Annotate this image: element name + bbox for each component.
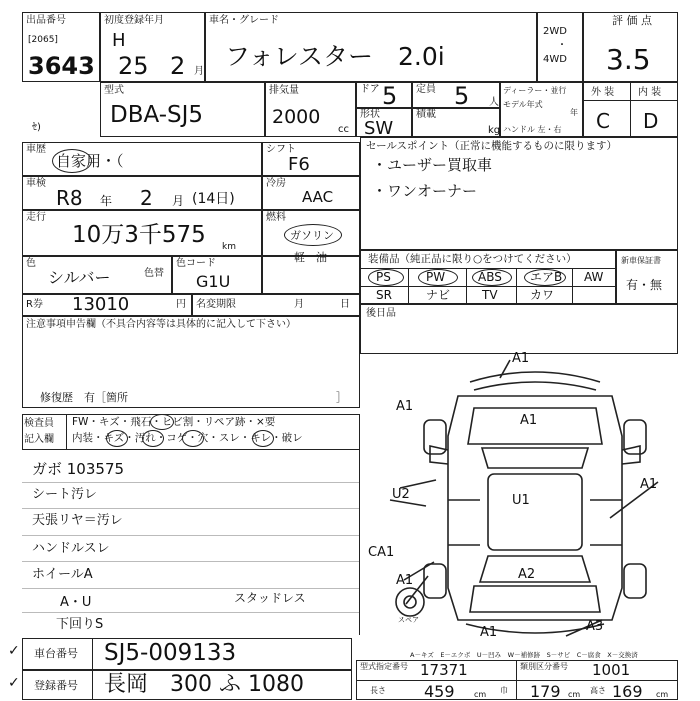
circle-airbag [524, 269, 566, 286]
equip-airbag: エアB [530, 270, 563, 284]
width-unit: cm [568, 690, 581, 699]
equip-tv: TV [482, 288, 498, 302]
dmg-a1-mirror-l: A1 [396, 399, 414, 414]
equip-navi: ナビ [426, 288, 451, 302]
sales-point-2: ・ワンオーナー [372, 182, 478, 200]
spare-label: スペア [398, 616, 419, 624]
shape-value: SW [364, 118, 394, 139]
height-label: 高さ [590, 686, 606, 695]
circle-ps [368, 269, 404, 286]
history-label: 車歴 [26, 144, 46, 155]
notes-right-border [359, 450, 360, 635]
shaken-month: 2 [140, 186, 153, 210]
warranty-label: 新車保証書 [621, 256, 661, 265]
spec-vline [516, 660, 517, 700]
inspect-label-2: 記入欄 [24, 434, 54, 445]
shaken-label: 車検 [26, 178, 46, 189]
repair-end: ］ [336, 391, 347, 404]
height-value: 169 [612, 682, 643, 701]
handle-label: ハンドル 左・右 [503, 125, 562, 134]
dmg-a1-rear: A1 [480, 625, 498, 640]
drive-2wd: 2WD [543, 26, 567, 37]
circle-pw [418, 269, 458, 286]
door-label: ドア [360, 84, 380, 95]
equip-leather: カワ [530, 288, 555, 302]
year-unit: 年 [570, 108, 578, 117]
dmg-a2: A2 [518, 567, 536, 582]
title-label: 名変期限 [196, 299, 236, 310]
drive-dot: ・ [557, 40, 567, 51]
note-line-3 [22, 535, 360, 536]
title-month: 月 [294, 299, 304, 310]
len-value: 459 [424, 682, 455, 701]
lot-number: 3643 [28, 52, 95, 80]
dmg-u2: U2 [392, 487, 410, 502]
equip-col-2 [466, 268, 467, 304]
km-value: 10万3千575 [72, 222, 206, 248]
recycle-value: 13010 [72, 294, 130, 315]
history-circle [52, 149, 92, 173]
note-line-4 [22, 561, 360, 562]
km-label: 走行 [26, 212, 46, 223]
inspect-label-1: 検査員 [24, 418, 54, 429]
inspect-note-4: ハンドルスレ [32, 541, 110, 556]
dmg-u1: U1 [512, 493, 530, 508]
studless-note: スタッドレス [234, 591, 306, 605]
note-line-1 [22, 482, 360, 483]
cap-label: 定員 [416, 84, 436, 95]
colorcode-label: 色コード [176, 258, 216, 269]
ext-int-divider [630, 82, 631, 137]
fuel-label: 燃料 [266, 212, 286, 223]
score-label: 評 価 点 [612, 14, 652, 27]
equip-pw: PW [426, 270, 446, 284]
history-value: 自家用・（ [56, 152, 124, 170]
type-label: 型式 [104, 85, 124, 96]
chassis-label: 車台番号 [34, 647, 78, 660]
inspect-note-2: シート汚レ [32, 487, 98, 502]
color-label: 色 [26, 258, 36, 269]
ext-label: 外 装 [591, 87, 615, 98]
colorcode-value: G1U [196, 272, 231, 291]
after-box [360, 304, 678, 354]
tick-2: ✓ [8, 675, 20, 691]
equip-abs: ABS [478, 270, 502, 284]
fuel-other: 軽 油 [294, 251, 327, 264]
equip-col-1 [408, 268, 409, 304]
cert-label: 型式指定番号 [360, 662, 408, 671]
note-line-6 [22, 612, 360, 613]
inspect-circle-4 [182, 430, 204, 447]
dmg-a1-front: A1 [512, 351, 530, 366]
inspect-row-1: FW・キズ・飛石・ヒビ割・リペア跡・×要 [72, 416, 276, 428]
score-value: 3.5 [606, 43, 651, 76]
chassis-value: SJ5-009133 [104, 640, 237, 666]
circle-abs [472, 269, 512, 286]
equip-ps: PS [376, 270, 391, 284]
drive-4wd: 4WD [543, 54, 567, 65]
dmg-a1-roof: A1 [520, 413, 538, 428]
len-unit: cm [474, 690, 487, 699]
shaken-day: (14日) [192, 191, 235, 207]
inspect-note-5: ホイールA [32, 567, 93, 582]
warranty-value: 有・無 [626, 278, 663, 292]
disp-label: 排気量 [269, 85, 299, 96]
note-line-2 [22, 508, 360, 509]
height-unit: cm [656, 690, 669, 699]
reg-month-unit: 月 [194, 66, 204, 77]
reg-year: 25 [118, 52, 149, 80]
cert-value: 17371 [420, 661, 468, 679]
lot-label: 出品番号 [26, 15, 66, 26]
dmg-a1-spare: A1 [396, 573, 414, 588]
equip-aw: AW [584, 270, 604, 284]
type-value: DBA-SJ5 [110, 102, 204, 128]
ext-int-hline [583, 100, 678, 101]
shape-label: 形状 [360, 109, 380, 120]
inspect-note-7: 下回りS [56, 617, 104, 632]
model-name: フォレスター 2.0i [225, 42, 445, 71]
sales-label: セールスポイント（正常に機能するものに限ります） [366, 140, 618, 152]
dmg-ca1: CA1 [368, 545, 395, 560]
equip-col-4 [572, 268, 573, 304]
load-label: 積載 [416, 109, 436, 120]
left-mark: ｾ) [32, 122, 41, 133]
tick-1: ✓ [8, 643, 20, 659]
inspect-circle-3 [142, 430, 164, 447]
inspect-note-3: 天張リヤ＝汚レ [32, 513, 123, 528]
reg-era: H [112, 30, 126, 51]
regno-value: 長岡 300 ふ 1080 [104, 672, 304, 697]
width-label: 巾 [500, 686, 508, 695]
damage-legend: A－キズ E－エクボ U－凹み W－補修跡 S－サビ C－腐食 X－交換済 [410, 651, 638, 659]
int-label: 内 装 [638, 87, 662, 98]
reg-label: 初度登録年月 [104, 15, 164, 26]
dealer-label: ディーラー・並行 [503, 86, 567, 95]
title-day: 日 [340, 299, 350, 310]
int-grade: D [643, 109, 659, 133]
note-line-5 [22, 588, 360, 589]
disp-unit: cc [338, 124, 349, 135]
lot-sub: [2065] [28, 35, 58, 45]
regno-label: 登録番号 [34, 679, 78, 692]
inspect-note-1: ガボ 103575 [32, 460, 125, 478]
class-value: 1001 [592, 661, 631, 679]
len-label: 長さ [370, 686, 386, 695]
shaken-prefix: R8 [56, 186, 83, 210]
shift-label: シフト [266, 144, 296, 155]
ac-label: 冷房 [266, 178, 286, 189]
recycle-yen: 円 [176, 299, 186, 310]
inspect-note-6: A・U [60, 595, 92, 610]
color-value: シルバー [48, 268, 111, 287]
reg-month: 2 [170, 52, 186, 80]
inspect-divider [66, 414, 67, 450]
modelyr-label: モデル年式 [503, 100, 543, 109]
cap-unit: 人 [489, 97, 499, 108]
model-label: 車名・グレード [209, 15, 279, 26]
shift-value: F6 [288, 154, 310, 175]
equip-row-divider [360, 286, 616, 287]
door-value: 5 [382, 82, 398, 110]
ac-value: AAC [302, 188, 334, 206]
shaken-month-unit: 月 [172, 194, 185, 208]
equip-col-3 [516, 268, 517, 304]
inspect-circle-1 [150, 414, 174, 430]
dmg-a1-right: A1 [640, 477, 658, 492]
km-unit: km [222, 242, 236, 252]
fuel-circled: ガソリン [290, 229, 334, 242]
load-unit: kg [488, 125, 501, 136]
recycle-label: R券 [26, 299, 43, 310]
class-label: 類別区分番号 [520, 662, 568, 671]
sales-point-1: ・ユーザー買取車 [372, 156, 493, 174]
shaken-year-unit: 年 [100, 194, 113, 208]
notes-label: 注意事項申告欄（不具合内容等は具体的に記入して下さい） [26, 319, 296, 330]
spec-hline [356, 680, 678, 681]
ext-grade: C [596, 109, 610, 133]
inspect-row-2: 内装・キズ・汚れ・コゲ・穴・スレ・キレ・破レ [72, 432, 303, 444]
dmg-a3: A3 [586, 619, 604, 634]
equip-sr: SR [376, 288, 392, 302]
equip-label: 装備品（純正品に限り○をつけてください） [368, 253, 577, 265]
after-label: 後日品 [366, 308, 396, 319]
cap-value: 5 [454, 82, 470, 110]
width-value: 179 [530, 682, 561, 701]
color-change-label: 色替 [144, 268, 164, 279]
inspect-circle-5 [252, 430, 274, 447]
inspect-circle-2 [106, 430, 128, 447]
fuel-ext-box [262, 256, 360, 294]
disp-value: 2000 [272, 106, 321, 128]
fuel-circle [284, 224, 342, 246]
repair-label: 修復歴 有［箇所 [40, 391, 128, 404]
